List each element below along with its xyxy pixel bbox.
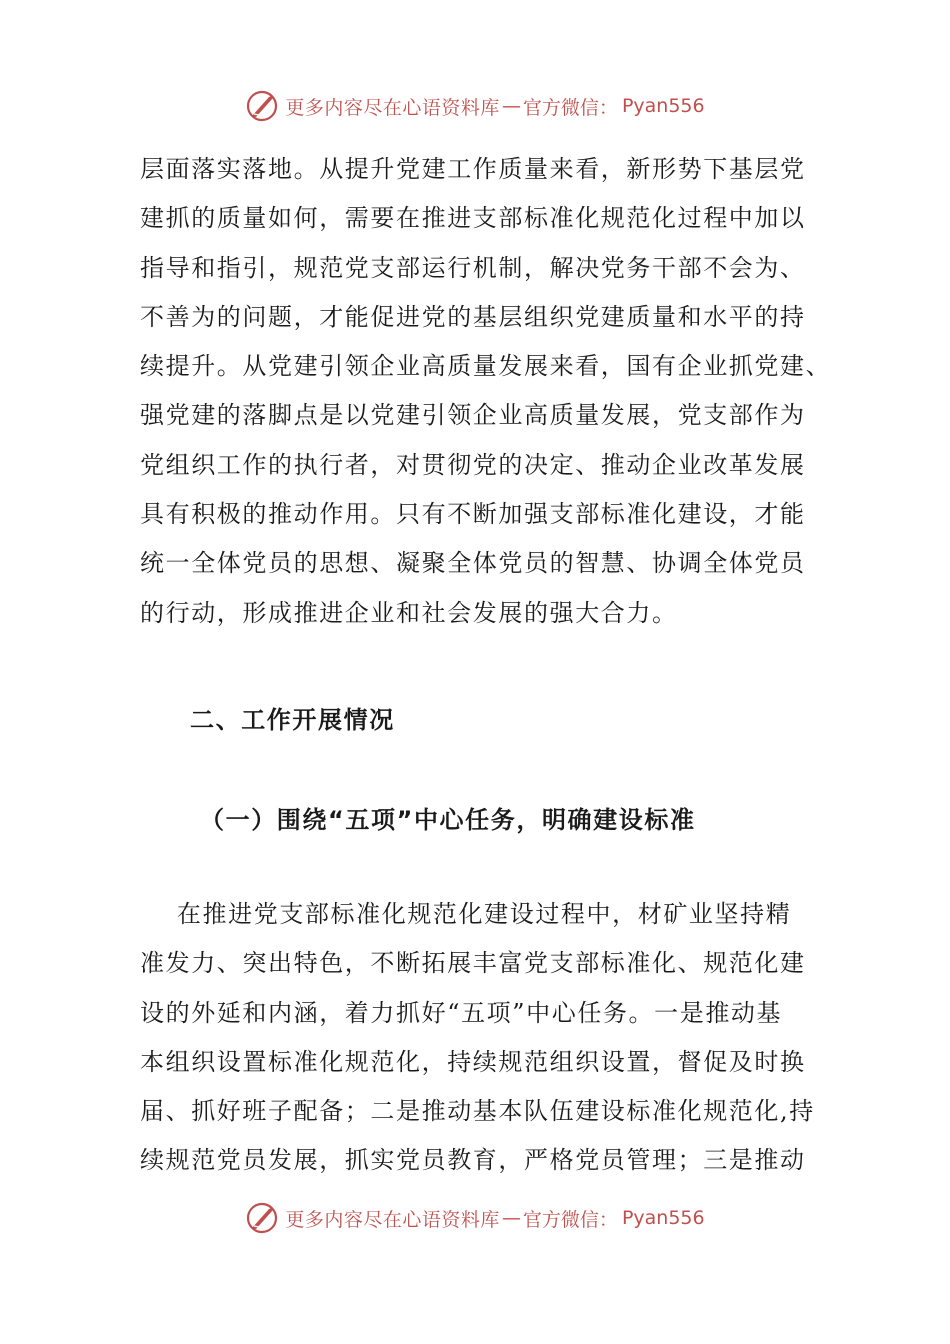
paragraph-line: 届、抓好班子配备；二是推动基本队伍建设标准化规范化,持 bbox=[140, 1097, 815, 1126]
watermark-official-label: 官方微信： bbox=[522, 96, 618, 119]
paragraph-line: 的行动，形成推进企业和社会发展的强大合力。 bbox=[140, 598, 678, 627]
paragraph-line: 强党建的落脚点是以党建引领企业高质量发展，党支部作为 bbox=[140, 401, 806, 430]
paragraph-line: 不善为的问题，才能促进党的基层组织党建质量和水平的持 bbox=[140, 302, 806, 331]
header-watermark bbox=[0, 86, 950, 126]
paragraph-line: 本组织设置标准化规范化，持续规范组织设置，督促及时换 bbox=[140, 1047, 806, 1076]
paragraph-2 bbox=[140, 890, 820, 1186]
paragraph-line: 续规范党员发展，抓实党员教育，严格党员管理；三是推动 bbox=[140, 1146, 806, 1175]
watermark-separator: — bbox=[501, 1207, 521, 1229]
subsection-heading: （一）围绕“五项”中心任务，明确建设标准 bbox=[200, 806, 696, 834]
watermark-handle: Pyan556 bbox=[621, 95, 705, 117]
quill-pen-icon bbox=[245, 89, 279, 123]
paragraph-line: 续提升。从党建引领企业高质量发展来看，国有企业抓党建、 bbox=[140, 352, 832, 381]
paragraph-line: 在推进党支部标准化规范化建设过程中，材矿业坚持精 bbox=[140, 900, 792, 928]
paragraph-line: 准发力、突出特色，不断拓展丰富党支部标准化、规范化建 bbox=[140, 949, 806, 978]
watermark-brand: 更多内容尽在心语资料库 bbox=[285, 1208, 500, 1231]
watermark-separator: — bbox=[501, 95, 521, 117]
paragraph-line: 设的外延和内涵，着力抓好“五项”中心任务。一是推动基 bbox=[140, 998, 783, 1027]
paragraph-line: 建抓的质量如何，需要在推进支部标准化规范化过程中加以 bbox=[140, 204, 806, 233]
footer-watermark bbox=[0, 1198, 950, 1238]
paragraph-line: 党组织工作的执行者，对贯彻党的决定、推动企业改革发展 bbox=[140, 450, 806, 479]
paragraph-1 bbox=[140, 145, 832, 638]
watermark-official-label: 官方微信： bbox=[522, 1208, 618, 1231]
watermark-brand: 更多内容尽在心语资料库 bbox=[285, 96, 500, 119]
paragraph-line: 具有积极的推动作用。只有不断加强支部标准化建设，才能 bbox=[140, 500, 806, 529]
section-heading: 二、工作开展情况 bbox=[190, 706, 395, 734]
quill-pen-icon bbox=[245, 1201, 279, 1235]
paragraph-line: 统一全体党员的思想、凝聚全体党员的智慧、协调全体党员 bbox=[140, 549, 806, 578]
watermark-handle: Pyan556 bbox=[621, 1207, 705, 1229]
paragraph-line: 指导和指引，规范党支部运行机制，解决党务干部不会为、 bbox=[140, 253, 806, 282]
paragraph-line: 层面落实落地。从提升党建工作质量来看，新形势下基层党 bbox=[140, 155, 806, 183]
